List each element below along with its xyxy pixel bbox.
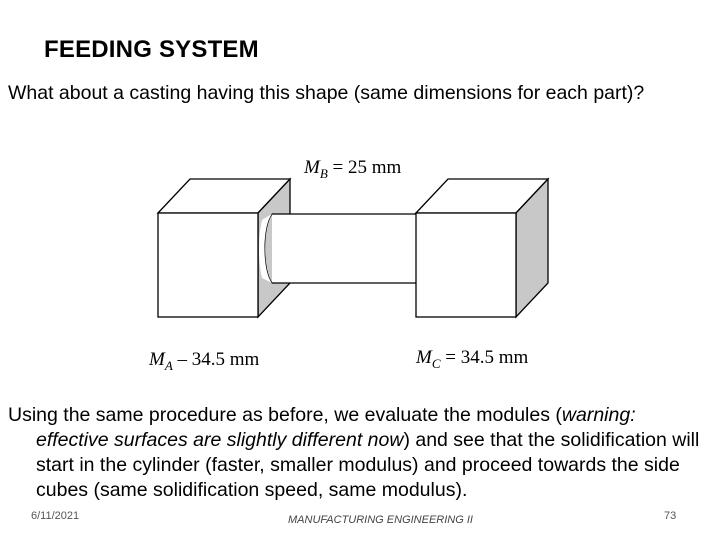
slide-question: What about a casting having this shape (same dimensions for each part)? [8,82,645,104]
explanation-paragraph [8,403,716,503]
cube-c [416,179,548,317]
footer-date: 6/11/2021 [31,510,80,522]
slide-title: FEEDING SYSTEM [44,36,259,63]
label-modulus-c: $M_C = 34.5$ mm [416,347,529,371]
para-warning: warning: [561,404,636,426]
para-rest-text: ) and see that the solidification will start in the cylinder (faster, smaller modulus) and proceed towards the side cubes (same solidification speed, same modulus). [36,429,700,501]
label-modulus-a: $M_A - 34.5$ mm [149,349,260,373]
label-modulus-b: $M_B = 25$ mm [304,157,402,181]
para-line1-text: Using the same procedure as before, we evaluate the modules ( [8,404,562,426]
footer-page-number: 73 [664,510,677,522]
para-effective-surfaces: effective surfaces are slightly different now [36,429,404,451]
cylinder-b [259,214,426,283]
footer-course: MANUFACTURING ENGINEERING II [288,514,473,526]
cube-a [158,179,290,317]
